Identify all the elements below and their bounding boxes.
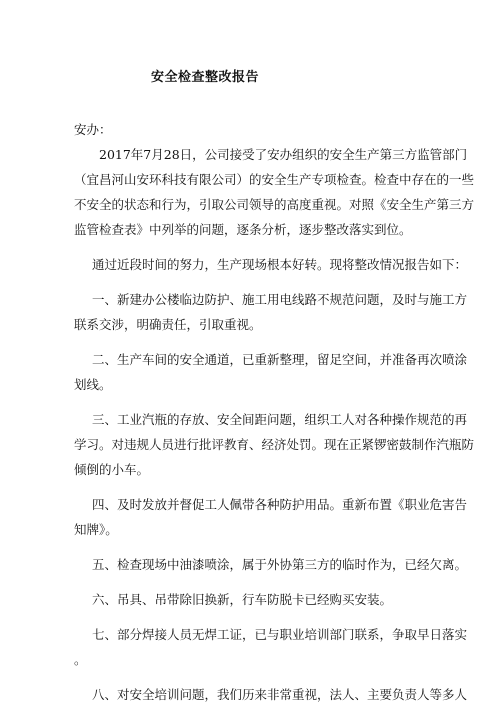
list-item-line: 五、检查现场中油漆喷涂，属于外协第三方的临时作为，已经欠离。 [92,557,468,572]
list-item-line: 学习。对违规人员进行批评教育、经济处罚。现在正紧锣密鼓制作汽瓶防 [74,437,475,452]
paragraph-line: 通过近段时间的努力，生产现场根本好转。现将整改情况报告如下： [92,257,468,272]
list-item-line: 八、对安全培训问题，我们历来非常重视，法人、主要负责人等多人 [92,687,468,702]
paragraph-line: （宜昌河山安环科技有限公司）的安全生产专项检查。检查中存在的一些 [74,172,475,187]
list-item-line: 一、新建办公楼临边防护、施工用电线路不规范问题，及时与施工方 [92,292,468,307]
document-title: 安全检查整改报告 [150,70,259,85]
list-item-line: 四、及时发放并督促工人佩带各种防护用品。重新布置《职业危害告 [92,497,468,512]
list-item-line: 知牌》。 [74,522,118,537]
document-body [74,117,475,707]
paragraph-line: 不安全的状态和行为，引取公司领导的高度重视。对照《安全生产第三方 [74,197,475,212]
list-item-line: 联系交涉，明确责任，引取重视。 [74,317,262,332]
paragraph-line: 监管检查表》中列举的问题，逐条分析，逐步整改落实到位。 [74,222,412,237]
list-item-line: 划线。 [74,377,112,392]
list-item-line: 六、吊具、吊带除旧换新，行车防脱卡已经购买安装。 [92,592,393,607]
list-item-line: 。 [74,652,87,667]
list-item-line: 三、工业汽瓶的存放、安全间距问题，组织工人对各种操作规范的再 [92,412,468,427]
paragraph-line: 2017年7月28日，公司接受了安办组织的安全生产第三方监管部门 [99,147,468,162]
list-item-line: 二、生产车间的安全通道，已重新整理，留足空间，并准备再次喷涂 [92,352,468,367]
list-item-line: 七、部分焊接人员无焊工证，已与职业培训部门联系，争取早日落实 [92,627,468,642]
salutation: 安办： [74,122,112,137]
list-item-line: 倾倒的小车。 [74,462,150,477]
